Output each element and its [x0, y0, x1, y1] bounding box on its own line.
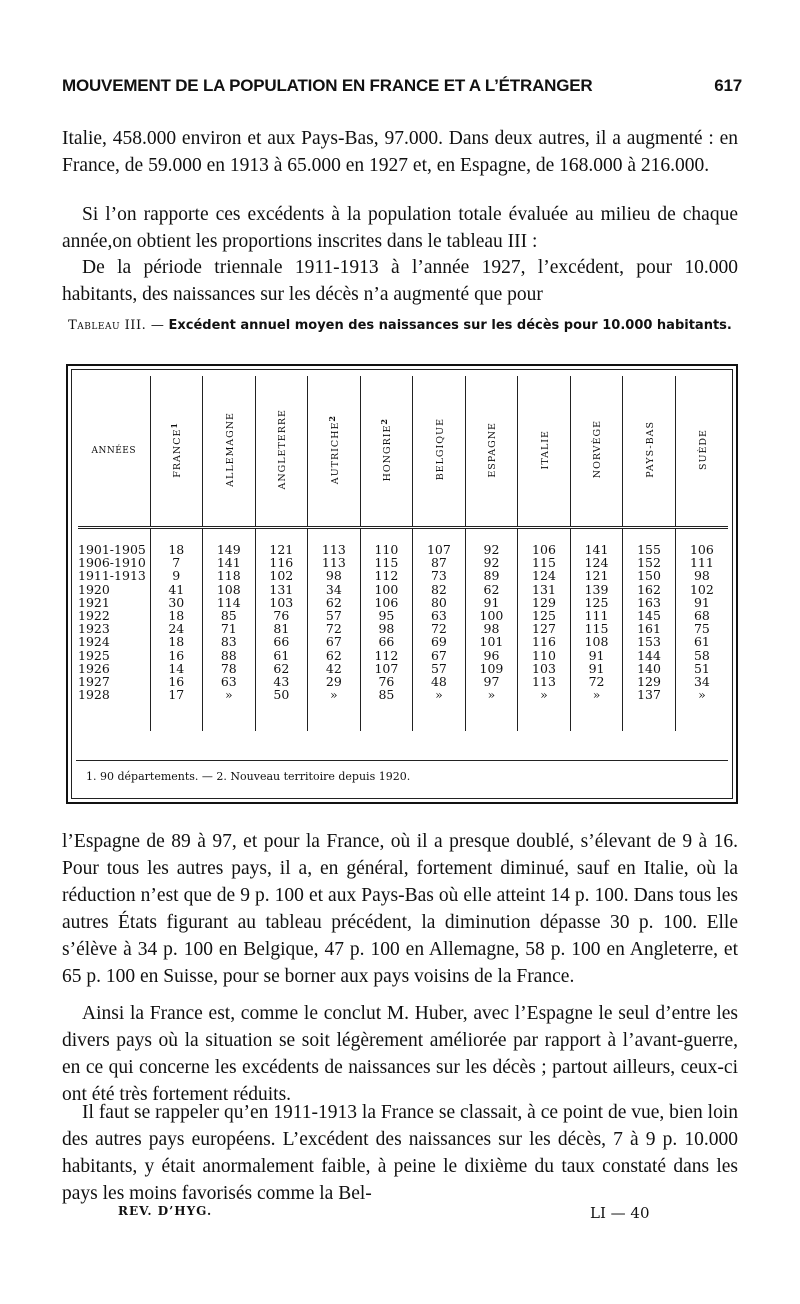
- cell-value: 108: [203, 583, 256, 596]
- cell-value: 141: [203, 556, 256, 569]
- cell-value: 42: [308, 662, 361, 675]
- paragraph-2: Si l’on rapporte ces excédents à la population totale évaluée au milieu de chaque année,on obtient les proportions inscrites dans le tableau III :: [62, 204, 738, 252]
- cell-value: 129: [518, 596, 571, 609]
- cell-value: 121: [570, 569, 623, 582]
- cell-value: 113: [308, 528, 361, 557]
- row-year: 1925: [78, 647, 110, 663]
- header-years: ANNÉES: [78, 376, 150, 528]
- cell-value: 62: [255, 662, 308, 675]
- cell-value: 81: [255, 622, 308, 635]
- cell-value: 91: [570, 649, 623, 662]
- cell-value: 127: [518, 622, 571, 635]
- cell-value: 41: [150, 583, 203, 596]
- cell-value: 67: [413, 649, 466, 662]
- cell-value: 162: [623, 583, 676, 596]
- table-row: [78, 609, 728, 622]
- cell-value: 76: [255, 609, 308, 622]
- cell-value: 116: [255, 556, 308, 569]
- row-year: 1901-1905: [78, 542, 146, 557]
- cell-value: 163: [623, 596, 676, 609]
- cell-value: 62: [465, 583, 518, 596]
- cell-value: 116: [518, 635, 571, 648]
- row-year: 1906-1910: [78, 555, 146, 571]
- cell-value: 100: [360, 583, 413, 596]
- cell-value: 34: [675, 675, 728, 688]
- row-year: 1922: [78, 608, 110, 624]
- cell-value: 144: [623, 649, 676, 662]
- cell-value: 50: [255, 688, 308, 731]
- col-header: ALLEMAGNE: [203, 376, 256, 528]
- cell-value: 125: [570, 596, 623, 609]
- journal-signature: REV. D’HYG.: [118, 1204, 213, 1218]
- footnote-rule: [76, 760, 728, 761]
- cell-value: 91: [465, 596, 518, 609]
- cell-value: 83: [203, 635, 256, 648]
- col-header: FRANCE$^1$: [150, 376, 203, 528]
- cell-value: 16: [150, 675, 203, 688]
- paragraph-4: l’Espagne de 89 à 97, et pour la France, où il a presque doublé, s’élevant de 9 à 16. Pour tous les autres pays, il a, en général, fortement diminué, sauf en Italie, où la réduction n’est que de 9 p. 100 et aux Pays-Bas où elle atteint 14 p. 100. Dans tous les autres États figurant au tableau précédent, la diminution dépasse 30 p. 100. Elle s’élève à 34 p. 100 en Belgique, 47 p. 100 en Allemagne, 58 p. 100 en Angleterre, et 65 p. 100 en Suisse, pour se borner aux pays voisins de la France.: [62, 831, 738, 987]
- caption-label: Tableau III. —: [68, 318, 165, 333]
- cell-value: 115: [570, 622, 623, 635]
- cell-value: 125: [518, 609, 571, 622]
- cell-value: 7: [150, 556, 203, 569]
- col-header: HONGRIE$^2$: [360, 376, 413, 528]
- cell-value: »: [308, 688, 361, 731]
- cell-value: 72: [413, 622, 466, 635]
- table-row: [78, 583, 728, 596]
- cell-value: 107: [413, 528, 466, 557]
- table-row: [78, 596, 728, 609]
- table-row: [78, 662, 728, 675]
- cell-value: 114: [203, 596, 256, 609]
- cell-value: 92: [465, 528, 518, 557]
- table-frame: [66, 364, 738, 804]
- cell-value: 57: [308, 609, 361, 622]
- cell-value: 137: [623, 688, 676, 731]
- cell-value: 87: [413, 556, 466, 569]
- cell-value: 82: [413, 583, 466, 596]
- table-row: [78, 556, 728, 569]
- cell-value: 63: [413, 609, 466, 622]
- cell-value: 124: [570, 556, 623, 569]
- cell-value: 95: [360, 609, 413, 622]
- cell-value: 92: [465, 556, 518, 569]
- cell-value: 96: [465, 649, 518, 662]
- cell-value: 101: [465, 635, 518, 648]
- col-header: NORVÈGE: [570, 376, 623, 528]
- col-header: PAYS-BAS: [623, 376, 676, 528]
- cell-value: 161: [623, 622, 676, 635]
- cell-value: 69: [413, 635, 466, 648]
- cell-value: 113: [518, 675, 571, 688]
- cell-value: 43: [255, 675, 308, 688]
- col-header: ITALIE: [518, 376, 571, 528]
- row-year: 1921: [78, 594, 110, 610]
- cell-value: 85: [360, 688, 413, 731]
- cell-value: 75: [675, 622, 728, 635]
- cell-value: 97: [465, 675, 518, 688]
- cell-value: 106: [518, 528, 571, 557]
- cell-value: »: [570, 688, 623, 731]
- cell-value: »: [203, 688, 256, 731]
- cell-value: 139: [570, 583, 623, 596]
- cell-value: 17: [150, 688, 203, 731]
- cell-value: 80: [413, 596, 466, 609]
- table-row: [78, 688, 728, 731]
- row-year: 1920: [78, 581, 110, 597]
- cell-value: 61: [675, 635, 728, 648]
- cell-value: 102: [675, 583, 728, 596]
- col-header: ANGLETERRE: [255, 376, 308, 528]
- table-row: [78, 528, 728, 557]
- row-year: 1927: [78, 674, 110, 690]
- cell-value: 112: [360, 649, 413, 662]
- cell-value: 98: [675, 569, 728, 582]
- table-row: [78, 569, 728, 582]
- row-year: 1926: [78, 660, 110, 676]
- cell-value: 58: [675, 649, 728, 662]
- cell-value: 34: [308, 583, 361, 596]
- running-head: [62, 76, 742, 96]
- cell-value: 61: [255, 649, 308, 662]
- cell-value: 149: [203, 528, 256, 557]
- cell-value: 18: [150, 609, 203, 622]
- col-header: ESPAGNE: [465, 376, 518, 528]
- table-row: [78, 649, 728, 662]
- cell-value: 76: [360, 675, 413, 688]
- cell-value: 109: [465, 662, 518, 675]
- cell-value: 24: [150, 622, 203, 635]
- table-row: [78, 622, 728, 635]
- cell-value: 71: [203, 622, 256, 635]
- cell-value: 14: [150, 662, 203, 675]
- running-title: MOUVEMENT DE LA POPULATION EN FRANCE ET A L’ÉTRANGER: [62, 76, 593, 95]
- cell-value: 16: [150, 649, 203, 662]
- cell-value: 115: [518, 556, 571, 569]
- sheet-signature: LI — 40: [590, 1204, 650, 1222]
- cell-value: 124: [518, 569, 571, 582]
- row-year: 1928: [78, 687, 110, 703]
- cell-value: 106: [360, 596, 413, 609]
- cell-value: 140: [623, 662, 676, 675]
- cell-value: 63: [203, 675, 256, 688]
- cell-value: 103: [255, 596, 308, 609]
- cell-value: 9: [150, 569, 203, 582]
- cell-value: 48: [413, 675, 466, 688]
- cell-value: 153: [623, 635, 676, 648]
- cell-value: 113: [308, 556, 361, 569]
- table-header-row: [78, 376, 728, 528]
- row-year: 1911-1913: [78, 568, 146, 584]
- cell-value: 131: [518, 583, 571, 596]
- cell-value: »: [518, 688, 571, 731]
- col-header: SUÈDE: [675, 376, 728, 528]
- cell-value: 121: [255, 528, 308, 557]
- cell-value: »: [413, 688, 466, 731]
- cell-value: »: [675, 688, 728, 731]
- cell-value: 89: [465, 569, 518, 582]
- paragraph-6: Il faut se rappeler qu’en 1911-1913 la France se classait, à ce point de vue, bien loin des autres pays européens. L’excédent des naissances sur les décès, 7 à 9 p. 10.000 habitants, y était anormalement faible, à peine le dixième du taux constaté dans les pays les moins favorisés comme la Bel-: [62, 1102, 738, 1204]
- cell-value: 62: [308, 649, 361, 662]
- cell-value: 112: [360, 569, 413, 582]
- data-table: [78, 376, 728, 731]
- cell-value: 57: [413, 662, 466, 675]
- cell-value: 111: [675, 556, 728, 569]
- cell-value: 66: [255, 635, 308, 648]
- cell-value: 152: [623, 556, 676, 569]
- cell-value: 78: [203, 662, 256, 675]
- cell-value: 141: [570, 528, 623, 557]
- cell-value: 110: [360, 528, 413, 557]
- table-caption: [62, 317, 738, 334]
- cell-value: 110: [518, 649, 571, 662]
- cell-value: 72: [570, 675, 623, 688]
- cell-value: 30: [150, 596, 203, 609]
- page-number: 617: [714, 76, 742, 95]
- cell-value: 102: [255, 569, 308, 582]
- cell-value: 73: [413, 569, 466, 582]
- cell-value: 67: [308, 635, 361, 648]
- caption-title: Excédent annuel moyen des naissances sur les décès pour 10.000 habitants.: [168, 318, 732, 333]
- cell-value: 108: [570, 635, 623, 648]
- cell-value: 29: [308, 675, 361, 688]
- cell-value: »: [465, 688, 518, 731]
- cell-value: 100: [465, 609, 518, 622]
- page-footer: [62, 1204, 738, 1228]
- paragraph-1: Italie, 458.000 environ et aux Pays-Bas, 97.000. Dans deux autres, il a augmenté : en France, de 59.000 en 1913 à 65.000 en 1927 et, en Espagne, de 168.000 à 216.000.: [62, 128, 738, 176]
- table-footnotes: 1. 90 départements. — 2. Nouveau territoire depuis 1920.: [86, 770, 411, 783]
- cell-value: 18: [150, 528, 203, 557]
- table-body: [78, 528, 728, 732]
- cell-value: 72: [308, 622, 361, 635]
- cell-value: 155: [623, 528, 676, 557]
- cell-value: 107: [360, 662, 413, 675]
- cell-value: 106: [675, 528, 728, 557]
- col-header: BELGIQUE: [413, 376, 466, 528]
- cell-value: 103: [518, 662, 571, 675]
- row-year: 1923: [78, 621, 110, 637]
- cell-value: 62: [308, 596, 361, 609]
- cell-value: 98: [465, 622, 518, 635]
- cell-value: 145: [623, 609, 676, 622]
- cell-value: 51: [675, 662, 728, 675]
- col-header: AUTRICHE$^2$: [308, 376, 361, 528]
- cell-value: 98: [360, 622, 413, 635]
- cell-value: 88: [203, 649, 256, 662]
- cell-value: 118: [203, 569, 256, 582]
- cell-value: 66: [360, 635, 413, 648]
- cell-value: 129: [623, 675, 676, 688]
- table-row: [78, 675, 728, 688]
- row-year: 1924: [78, 634, 110, 650]
- cell-value: 91: [570, 662, 623, 675]
- paragraph-5: Ainsi la France est, comme le conclut M. Huber, avec l’Espagne le seul d’entre les divers pays où la situation se soit légèrement améliorée par rapport à l’avant-guerre, en ce qui concerne les excédents de naissances sur les décès ; partout ailleurs, ceux-ci ont été très fortement réduits.: [62, 1003, 738, 1105]
- table-row: [78, 635, 728, 648]
- cell-value: 68: [675, 609, 728, 622]
- cell-value: 18: [150, 635, 203, 648]
- cell-value: 115: [360, 556, 413, 569]
- paragraph-3: De la période triennale 1911-1913 à l’année 1927, l’excédent, pour 10.000 habitants, des naissances sur les décès n’a augmenté que pour: [62, 257, 738, 305]
- cell-value: 111: [570, 609, 623, 622]
- cell-value: 98: [308, 569, 361, 582]
- cell-value: 150: [623, 569, 676, 582]
- cell-value: 85: [203, 609, 256, 622]
- cell-value: 91: [675, 596, 728, 609]
- cell-value: 131: [255, 583, 308, 596]
